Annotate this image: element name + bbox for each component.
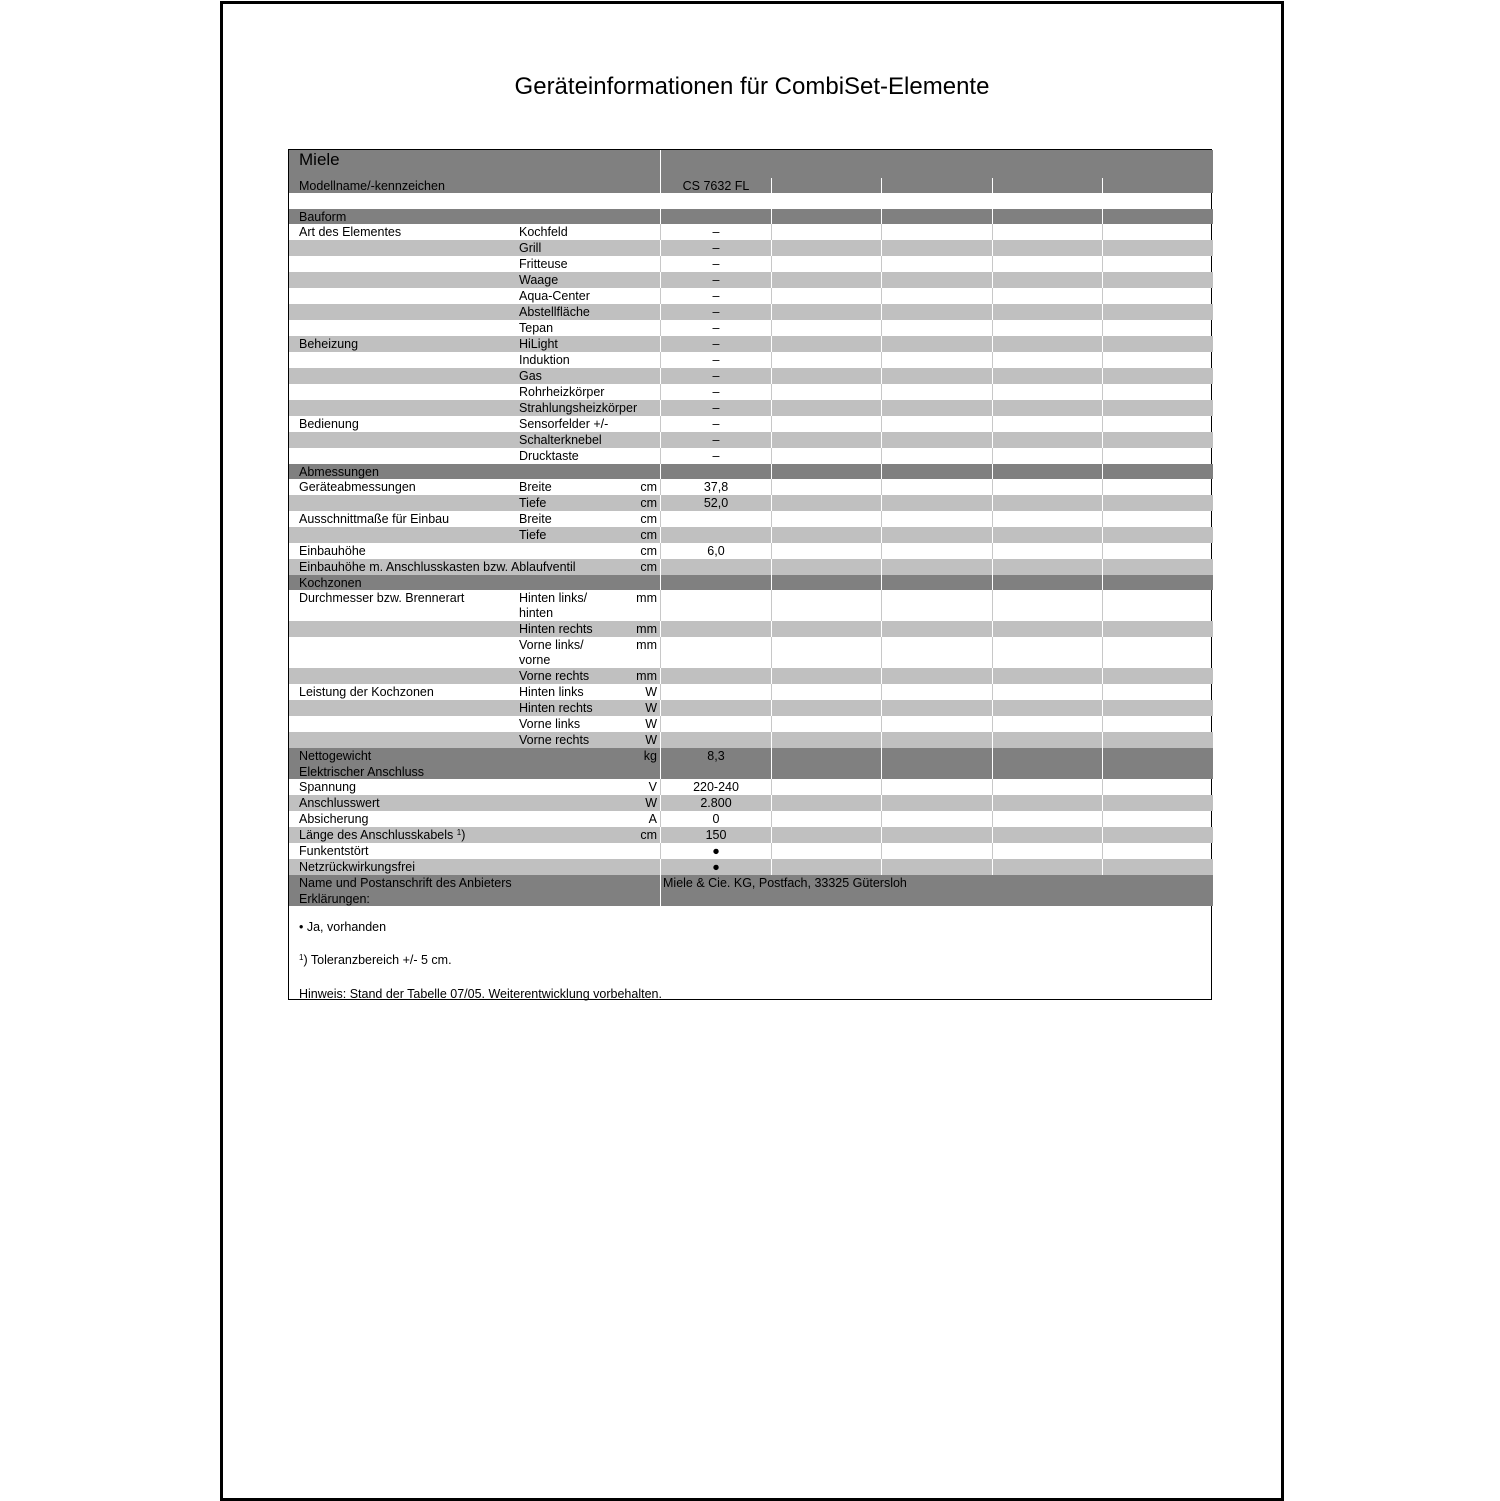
row-value: – — [712, 433, 720, 447]
row-label: Absicherung — [299, 812, 369, 826]
section-elektrisch — [289, 764, 1213, 779]
section-erklaerungen-label: Erklärungen: — [299, 892, 370, 906]
row-value: – — [712, 289, 720, 303]
row-value: 150 — [705, 828, 727, 842]
row-unit: mm — [636, 669, 657, 683]
table-row — [289, 400, 1213, 416]
row-unit: V — [648, 780, 657, 794]
netto-unit: kg — [643, 749, 657, 763]
row-unit: W — [645, 701, 657, 715]
section-abmessungen-label: Abmessungen — [299, 465, 379, 479]
anbieter-value: Miele & Cie. KG, Postfach, 33325 Gütersloh — [663, 876, 907, 890]
table-row — [289, 432, 1213, 448]
row-label: Bedienung — [299, 417, 359, 431]
brand-row — [289, 150, 1213, 178]
table-row — [289, 811, 1213, 827]
row-value: – — [712, 337, 720, 351]
table-row — [289, 224, 1213, 240]
note-tolerance-text: ) Toleranzbereich +/- 5 cm. — [303, 953, 452, 967]
row-sublabel: Strahlungsheizkörper — [519, 401, 638, 415]
row-value: 0 — [712, 812, 720, 826]
row-value: 52,0 — [703, 496, 729, 510]
table-row — [289, 368, 1213, 384]
table-row — [289, 527, 1213, 543]
row-label: Ausschnittmaße für Einbau — [299, 512, 450, 526]
brand-name: Miele — [299, 150, 340, 169]
section-bauform-label: Bauform — [299, 210, 347, 224]
section-kochzonen-label: Kochzonen — [299, 576, 362, 590]
row-unit: W — [645, 733, 657, 747]
row-value: – — [712, 305, 720, 319]
table-row — [289, 843, 1213, 859]
row-sublabel: Abstellfläche — [519, 305, 590, 319]
row-unit: mm — [636, 638, 657, 652]
row-sublabel: Schalterknebel — [519, 433, 602, 447]
row-unit: W — [645, 685, 657, 699]
row-value: – — [712, 401, 720, 415]
table-row — [289, 559, 1213, 575]
table-row — [289, 668, 1213, 684]
table-row — [289, 479, 1213, 495]
row-sublabel: Vorne rechts — [519, 669, 590, 683]
table-row — [289, 495, 1213, 511]
section-kochzonen — [289, 575, 1213, 590]
row-unit: cm — [640, 512, 657, 526]
table-row — [289, 416, 1213, 432]
row-sublabel: Hinten links — [519, 685, 584, 699]
row-sublabel: Breite — [519, 512, 552, 526]
table-row — [289, 543, 1213, 559]
note-tolerance — [299, 953, 452, 967]
row-value: 2.800 — [700, 796, 732, 810]
row-unit: cm — [640, 828, 657, 842]
row-value: – — [712, 417, 720, 431]
row-label: Durchmesser bzw. Brennerart — [299, 591, 465, 605]
section-elektrisch-label: Elektrischer Anschluss — [299, 765, 425, 779]
table-row — [289, 827, 1213, 843]
note-yes: • Ja, vorhanden — [299, 920, 387, 934]
row-unit: cm — [640, 544, 657, 558]
row-sublabel: Rohrheizkörper — [519, 385, 605, 399]
row-sublabel: Tiefe — [519, 528, 547, 542]
spec-table — [288, 149, 1212, 1000]
table-row — [289, 384, 1213, 400]
row-sublabel: Hinten rechts — [519, 701, 593, 715]
note-tolerance-sup: 1 — [299, 953, 304, 962]
row-value: – — [712, 385, 720, 399]
row-label: Einbauhöhe — [299, 544, 366, 558]
table-row — [289, 795, 1213, 811]
row-label-text: Länge des Anschlusskabels — [299, 828, 454, 842]
row-value: 37,8 — [703, 480, 729, 494]
anbieter-row — [289, 875, 1213, 891]
row-value: ● — [712, 860, 720, 874]
row-unit: mm — [636, 591, 657, 605]
table-row — [289, 859, 1213, 875]
table-row — [289, 732, 1213, 748]
row-unit: cm — [640, 480, 657, 494]
netto-row — [289, 748, 1213, 764]
row-sublabel: Tepan — [519, 321, 554, 335]
row-sublabel: Waage — [519, 273, 559, 287]
row-sublabel: Hinten links/ hinten — [519, 591, 588, 620]
netto-label: Nettogewicht — [299, 749, 372, 763]
row-sublabel: Hinten rechts — [519, 622, 593, 636]
model-row — [289, 178, 1213, 193]
row-unit: A — [648, 812, 657, 826]
row-unit: cm — [640, 528, 657, 542]
table-row — [289, 272, 1213, 288]
row-unit: cm — [640, 560, 657, 574]
row-label: Anschlusswert — [299, 796, 380, 810]
row-sublabel: Vorne links — [519, 717, 581, 731]
row-label: Leistung der Kochzonen — [299, 685, 434, 699]
row-sublabel: Tiefe — [519, 496, 547, 510]
row-unit: W — [645, 717, 657, 731]
row-value: 6,0 — [707, 544, 725, 558]
table-row — [289, 288, 1213, 304]
row-label — [299, 828, 465, 842]
row-value: – — [712, 257, 720, 271]
anbieter-label: Name und Postanschrift des Anbieters — [299, 876, 512, 890]
row-value: – — [712, 241, 720, 255]
table-row — [289, 511, 1213, 527]
row-label: Einbauhöhe m. Anschlusskasten bzw. Ablaufventil — [299, 560, 576, 574]
row-sublabel: Aqua-Center — [519, 289, 590, 303]
table-row — [289, 684, 1213, 700]
table-row — [289, 590, 1213, 621]
row-sublabel: Vorne rechts — [519, 733, 590, 747]
table-row — [289, 256, 1213, 272]
row-unit: W — [645, 796, 657, 810]
netto-value: 8,3 — [707, 749, 725, 763]
section-abmessungen — [289, 464, 1213, 479]
row-unit: mm — [636, 622, 657, 636]
row-sublabel: Vorne links/ vorne — [519, 638, 584, 667]
row-label: Beheizung — [299, 337, 359, 351]
row-value: – — [712, 273, 720, 287]
page-title: Geräteinformationen für CombiSet-Elemente — [514, 73, 990, 100]
row-label: Funkentstört — [299, 844, 369, 858]
row-value: 220-240 — [693, 780, 739, 794]
row-sublabel: Kochfeld — [519, 225, 568, 239]
row-sublabel: HiLight — [519, 337, 558, 351]
row-label-after: ) — [461, 828, 466, 842]
row-value: – — [712, 321, 720, 335]
row-value: – — [712, 353, 720, 367]
row-value: ● — [712, 844, 720, 858]
table-row — [289, 716, 1213, 732]
row-label: Art des Elementes — [299, 225, 402, 239]
row-value: – — [712, 225, 720, 239]
note-hinweis: Hinweis: Stand der Tabelle 07/05. Weiterentwicklung vorbehalten. — [299, 987, 662, 1001]
row-label: Spannung — [299, 780, 357, 794]
row-sublabel: Breite — [519, 480, 552, 494]
table-row — [289, 352, 1213, 368]
row-sublabel: Drucktaste — [519, 449, 579, 463]
table-row — [289, 304, 1213, 320]
row-sublabel: Fritteuse — [519, 257, 568, 271]
table-row — [289, 621, 1213, 637]
row-value: – — [712, 369, 720, 383]
model-label: Modellname/-kennzeichen — [299, 179, 445, 193]
row-label-sup: 1 — [456, 828, 462, 837]
table-row — [289, 320, 1213, 336]
table-row — [289, 779, 1213, 795]
section-bauform — [289, 209, 1213, 224]
table-row — [289, 336, 1213, 352]
row-sublabel: Grill — [519, 241, 542, 255]
section-erklaerungen — [289, 891, 1213, 906]
table-row — [289, 637, 1213, 668]
table-row — [289, 700, 1213, 716]
row-sublabel: Sensorfelder +/- — [519, 417, 609, 431]
row-unit: cm — [640, 496, 657, 510]
row-label: Netzrückwirkungsfrei — [299, 860, 416, 874]
row-sublabel: Gas — [519, 369, 542, 383]
row-label: Geräteabmessungen — [299, 480, 416, 494]
table-row — [289, 240, 1213, 256]
table-row — [289, 448, 1213, 464]
model-value: CS 7632 FL — [682, 179, 750, 193]
row-sublabel: Induktion — [519, 353, 570, 367]
row-value: – — [712, 449, 720, 463]
